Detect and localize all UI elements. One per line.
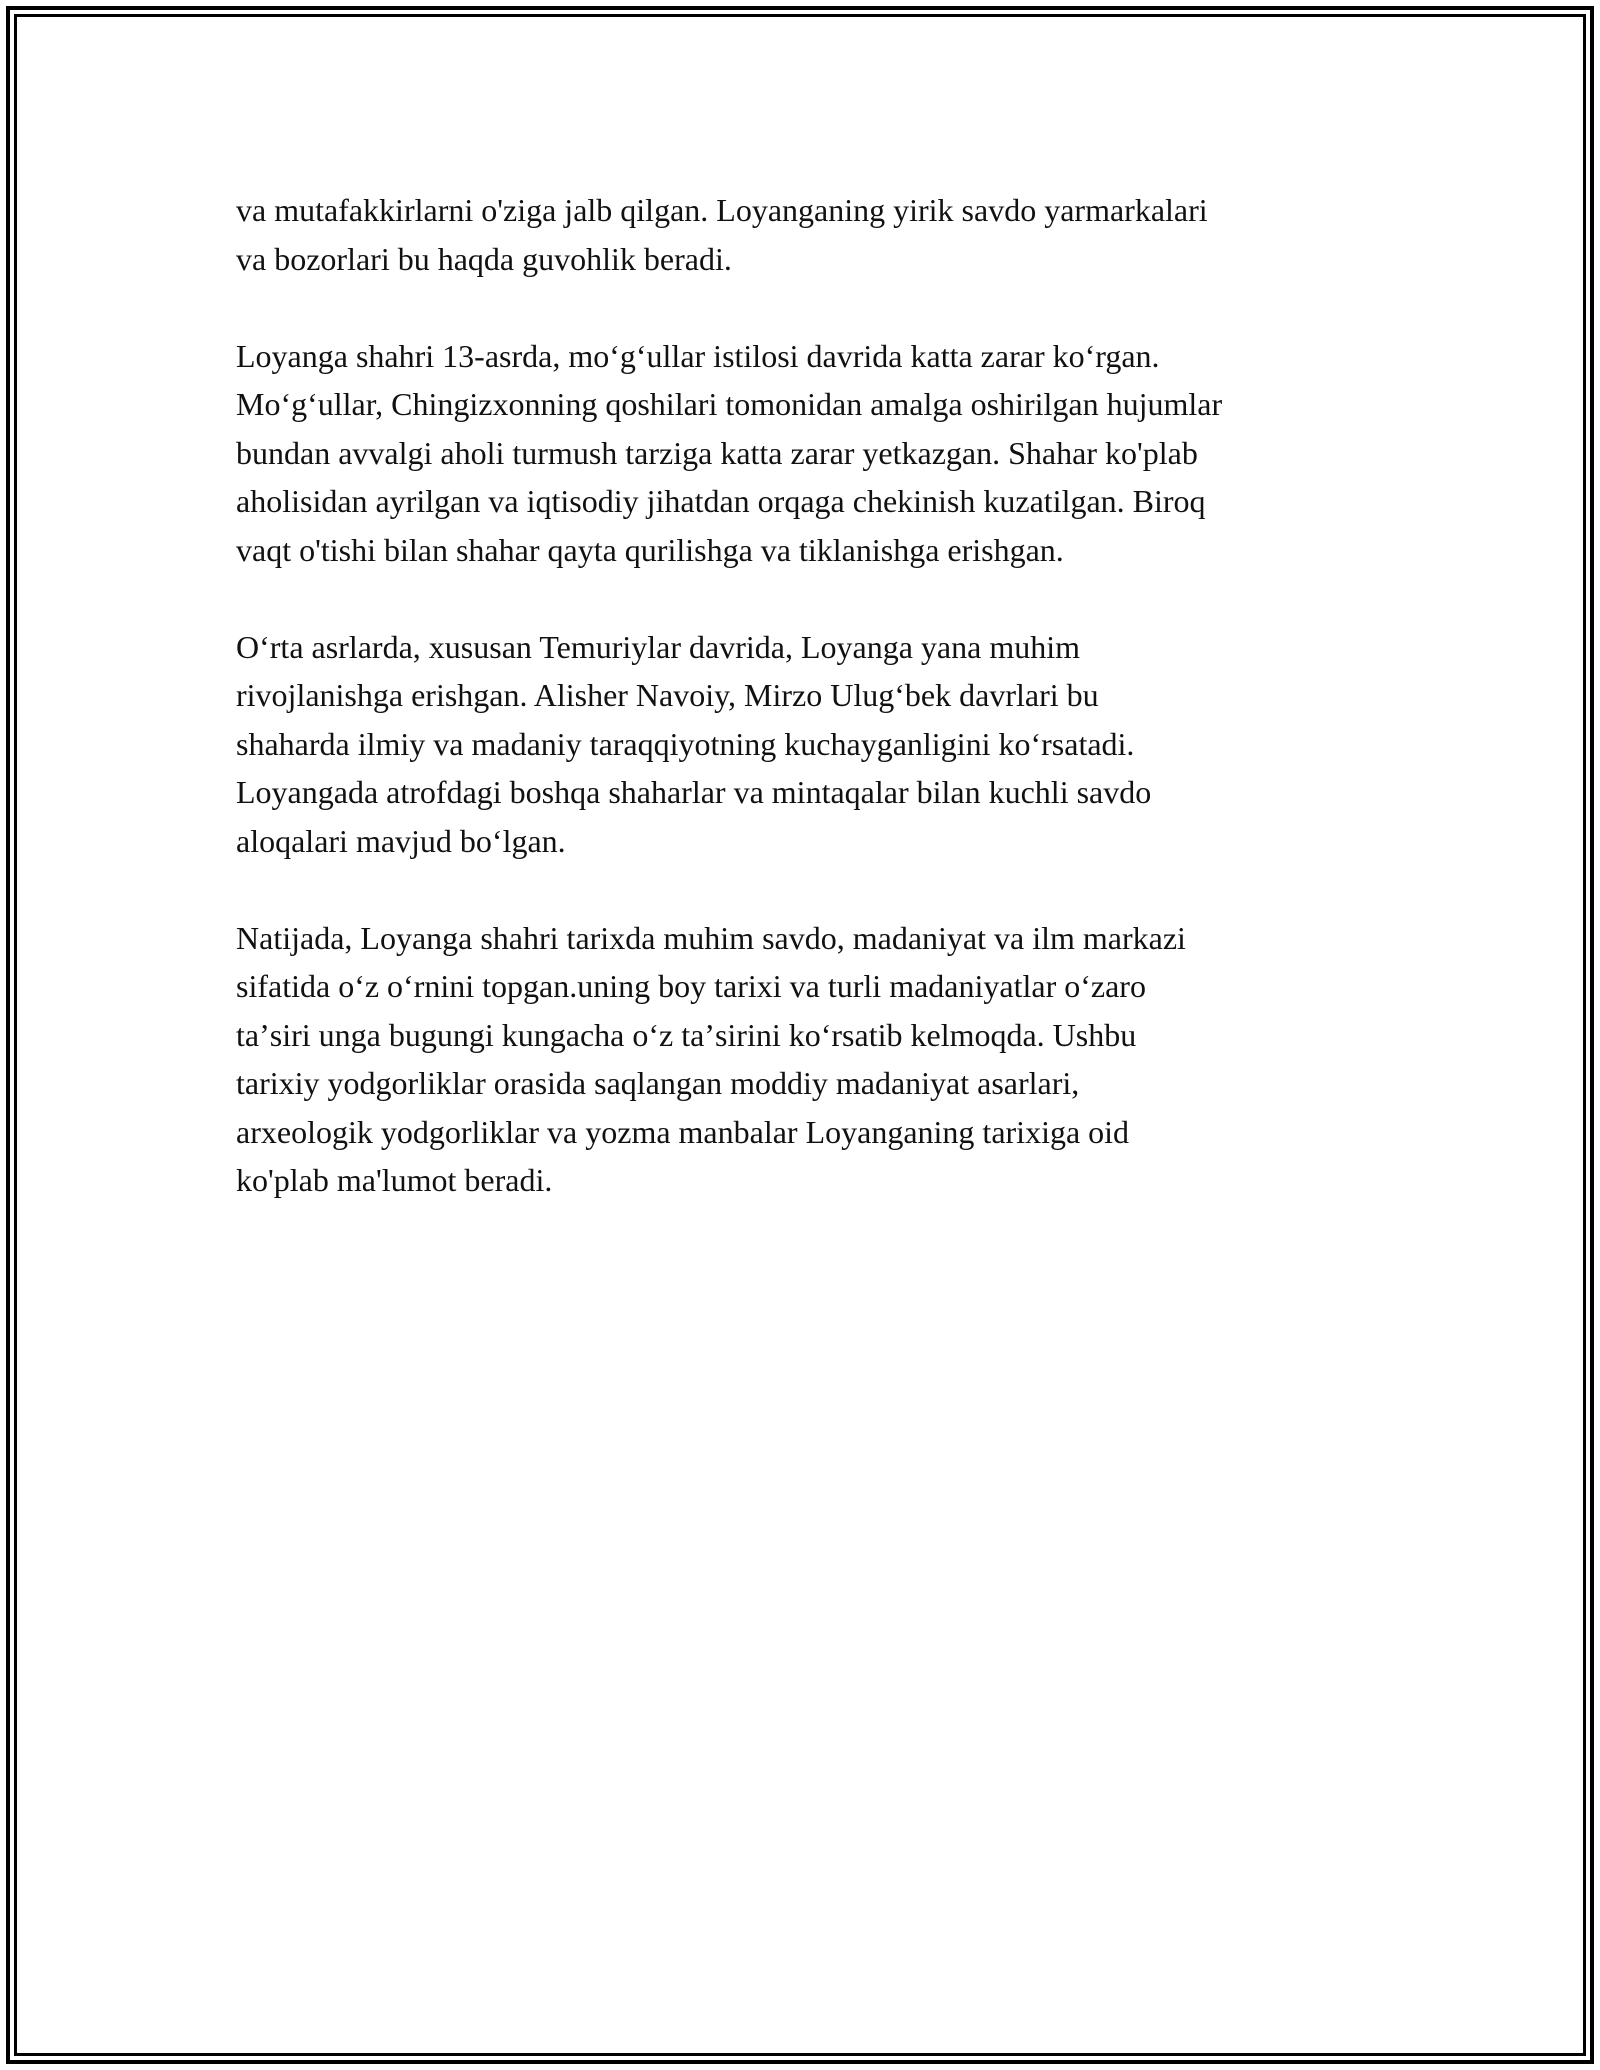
text-line: va mutafakkirlarni o'ziga jalb qilgan. Loyanganing yirik savdo yarmarkalari bbox=[236, 192, 1208, 228]
text-line: vaqt o'tishi bilan shahar qayta qurilishga va tiklanishga erishgan. bbox=[236, 531, 1064, 568]
paragraph-4 bbox=[236, 914, 1386, 1205]
text-line: Natijada, Loyanga shahri tarixda muhim savdo, madaniyat va ilm markazi bbox=[236, 919, 1186, 956]
text-line: Oʻrta asrlarda, xususan Temuriylar davrida, Loyanga yana muhim bbox=[236, 628, 1080, 665]
text-line: va bozorlari bu haqda guvohlik beradi. bbox=[236, 240, 732, 277]
text-line: bundan avvalgi aholi turmush tarziga katta zarar yetkazgan. Shahar ko'plab bbox=[236, 434, 1198, 471]
text-line: Moʻgʻullar, Chingizxonning qoshilari tomonidan amalga oshirilgan hujumlar bbox=[236, 386, 1223, 422]
text-line: rivojlanishga erishgan. Alisher Navoiy, Mirzo Ulugʻbek davrlari bu bbox=[236, 677, 1099, 713]
text-line: tarixiy yodgorliklar orasida saqlangan moddiy madaniyat asarlari, bbox=[236, 1065, 1080, 1101]
document-body bbox=[236, 186, 1386, 1253]
paragraph-2 bbox=[236, 332, 1386, 575]
text-line: Loyanga shahri 13-asrda, moʻgʻullar istilosi davrida katta zarar koʻrgan. bbox=[236, 337, 1160, 374]
text-line: shaharda ilmiy va madaniy taraqqiyotning kuchayganligini koʻrsatadi. bbox=[236, 725, 1135, 762]
text-line: ko'plab ma'lumot beradi. bbox=[236, 1162, 553, 1198]
text-line: sifatida oʻz oʻrnini topgan.uning boy tarixi va turli madaniyatlar oʻzaro bbox=[236, 968, 1146, 1004]
text-line: aloqalari mavjud boʻlgan. bbox=[236, 822, 566, 859]
text-line: aholisidan ayrilgan va iqtisodiy jihatdan orqaga chekinish kuzatilgan. Biroq bbox=[236, 483, 1206, 519]
text-line: Loyangada atrofdagi boshqa shaharlar va mintaqalar bilan kuchli savdo bbox=[236, 774, 1152, 810]
paragraph-3 bbox=[236, 623, 1386, 866]
text-line: taʼsiri unga bugungi kungacha oʻz taʼsirini koʻrsatib kelmoqda. Ushbu bbox=[236, 1016, 1137, 1053]
paragraph-1 bbox=[236, 186, 1386, 283]
text-line: arxeologik yodgorliklar va yozma manbalar Loyanganing tarixiga oid bbox=[236, 1113, 1130, 1150]
